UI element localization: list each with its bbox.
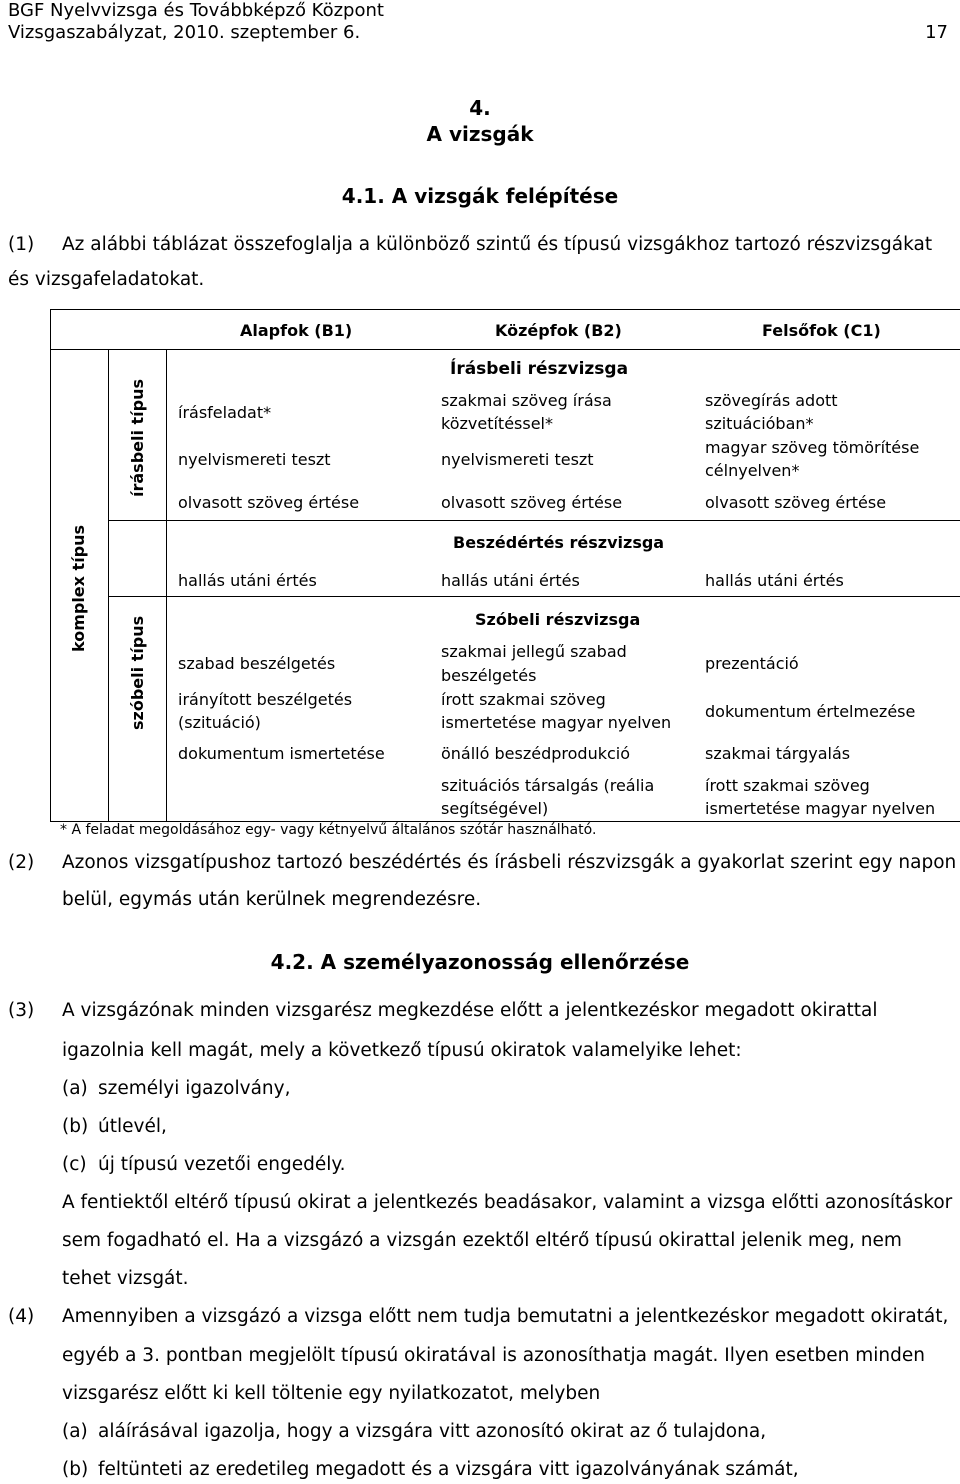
table-footnote: * A feladat megoldásához egy- vagy kétnyelvű általános szótár használható. bbox=[60, 822, 597, 838]
list-item: útlevél, bbox=[98, 1116, 167, 1137]
c1-oral-task-1: prezentáció bbox=[705, 654, 799, 673]
list-item-label: (b) bbox=[62, 1459, 89, 1480]
c1-written-task-3: olvasott szöveg értése bbox=[705, 493, 887, 512]
list-item: aláírásával igazolja, hogy a vizsgára vitt azonosító okirat az ő tulajdona, bbox=[98, 1421, 767, 1442]
table-border bbox=[108, 520, 960, 521]
list-item-label: (a) bbox=[62, 1078, 88, 1099]
header-org: BGF Nyelvvizsga és Továbbképző Központ bbox=[8, 0, 384, 21]
table-border bbox=[108, 596, 960, 597]
para1-line1: Az alábbi táblázat összefoglalja a különböző szintű és típusú vizsgákhoz tartozó részvizsgákat bbox=[62, 234, 933, 255]
complex-type-label: komplex típus bbox=[69, 524, 88, 652]
b2-oral-task-1b: beszélgetés bbox=[441, 666, 537, 685]
list-item: új típusú vezetői engedély. bbox=[98, 1154, 346, 1175]
para-number: (3) bbox=[8, 1000, 35, 1021]
list-item: feltünteti az eredetileg megadott és a vizsgára vitt igazolványának számát, bbox=[98, 1459, 799, 1480]
b1-listening-task: hallás utáni értés bbox=[178, 571, 317, 590]
table-border bbox=[50, 309, 51, 821]
para-number: (2) bbox=[8, 852, 35, 873]
listening-exam-title: Beszédértés részvizsga bbox=[453, 533, 665, 552]
level-b1-header: Alapfok (B1) bbox=[240, 321, 353, 340]
para4-line1: Amennyiben a vizsgázó a vizsga előtt nem tudja bemutatni a jelentkezéskor megadott okiratát, bbox=[62, 1306, 949, 1327]
b2-listening-task: hallás utáni értés bbox=[441, 571, 580, 590]
b2-oral-task-3: önálló beszédprodukció bbox=[441, 744, 630, 763]
para4-line2: egyéb a 3. pontban megjelölt típusú okiratával is azonosíthatja magát. Ilyen esetben minden bbox=[62, 1345, 925, 1366]
c1-oral-task-3: szakmai tárgyalás bbox=[705, 744, 851, 763]
list-item: személyi igazolvány, bbox=[98, 1078, 291, 1099]
table-border bbox=[166, 349, 167, 821]
b2-oral-task-2a: írott szakmai szöveg bbox=[441, 690, 606, 709]
b2-oral-task-1a: szakmai jellegű szabad bbox=[441, 642, 627, 661]
b2-written-task-1b: közvetítéssel* bbox=[441, 414, 553, 433]
para2-line1: Azonos vizsgatípushoz tartozó beszédértés és írásbeli részvizsgák a gyakorlat szerint egy napon bbox=[62, 852, 957, 873]
c1-written-task-1a: szövegírás adott bbox=[705, 391, 838, 410]
oral-exam-title: Szóbeli részvizsga bbox=[475, 610, 641, 629]
list-item-label: (a) bbox=[62, 1421, 88, 1442]
para4-line3: vizsgarész előtt ki kell töltenie egy nyilatkozatot, melyben bbox=[62, 1383, 601, 1404]
level-c1-header: Felsőfok (C1) bbox=[762, 321, 881, 340]
para2-line2: belül, egymás után kerülnek megrendezésre. bbox=[62, 889, 482, 910]
chapter-title: A vizsgák bbox=[426, 122, 534, 146]
b1-oral-task-2b: (szituáció) bbox=[178, 713, 261, 732]
table-border bbox=[50, 349, 960, 350]
c1-oral-task-4b: ismertetése magyar nyelven bbox=[705, 799, 936, 818]
b2-written-task-3: olvasott szöveg értése bbox=[441, 493, 623, 512]
written-exam-title: Írásbeli részvizsga bbox=[450, 359, 629, 379]
table-border bbox=[108, 349, 109, 821]
para-number: (4) bbox=[8, 1306, 35, 1327]
header-doc: Vizsgaszabályzat, 2010. szeptember 6. bbox=[8, 22, 361, 43]
b2-oral-task-4a: szituációs társalgás (reália bbox=[441, 776, 655, 795]
b2-oral-task-4b: segítségével) bbox=[441, 799, 549, 818]
b1-written-task-1: írásfeladat* bbox=[178, 403, 272, 422]
b1-oral-task-2a: irányított beszélgetés bbox=[178, 690, 353, 709]
b2-oral-task-2b: ismertetése magyar nyelven bbox=[441, 713, 672, 732]
para1-line2: és vizsgafeladatokat. bbox=[8, 269, 205, 290]
b1-written-task-3: olvasott szöveg értése bbox=[178, 493, 360, 512]
c1-listening-task: hallás utáni értés bbox=[705, 571, 844, 590]
para3-line3: A fentiektől eltérő típusú okirat a jelentkezés beadásakor, valamint a vizsga előtti azonosításkor bbox=[62, 1192, 953, 1213]
c1-oral-task-4a: írott szakmai szöveg bbox=[705, 776, 870, 795]
para3-line4: sem fogadható el. Ha a vizsgázó a vizsgán ezektől eltérő típusú okirattal jelenik meg, nem bbox=[62, 1230, 902, 1251]
list-item-label: (b) bbox=[62, 1116, 89, 1137]
b1-written-task-2: nyelvismereti teszt bbox=[178, 450, 331, 469]
level-b2-header: Középfok (B2) bbox=[495, 321, 622, 340]
section-title-4-2: 4.2. A személyazonosság ellenőrzése bbox=[270, 950, 690, 974]
para-number: (1) bbox=[8, 234, 35, 255]
para3-line1: A vizsgázónak minden vizsgarész megkezdése előtt a jelentkezéskor megadott okirattal bbox=[62, 1000, 878, 1021]
page-number: 17 bbox=[925, 22, 948, 43]
c1-written-task-1b: szituációban* bbox=[705, 414, 814, 433]
b1-oral-task-3: dokumentum ismertetése bbox=[178, 744, 385, 763]
b1-oral-task-1: szabad beszélgetés bbox=[178, 654, 336, 673]
b2-written-task-1a: szakmai szöveg írása bbox=[441, 391, 612, 410]
c1-written-task-2b: célnyelven* bbox=[705, 461, 800, 480]
para3-line2: igazolnia kell magát, mely a következő típusú okiratok valamelyike lehet: bbox=[62, 1040, 742, 1061]
c1-oral-task-2: dokumentum értelmezése bbox=[705, 702, 916, 721]
written-type-label: írásbeli típus bbox=[128, 378, 147, 497]
chapter-number: 4. bbox=[469, 96, 491, 120]
section-title-4-1: 4.1. A vizsgák felépítése bbox=[341, 184, 619, 208]
c1-written-task-2a: magyar szöveg tömörítése bbox=[705, 438, 920, 457]
oral-type-label: szóbeli típus bbox=[128, 615, 147, 730]
b2-written-task-2: nyelvismereti teszt bbox=[441, 450, 594, 469]
table-border bbox=[50, 309, 960, 310]
list-item-label: (c) bbox=[62, 1154, 87, 1175]
para3-line5: tehet vizsgát. bbox=[62, 1268, 189, 1289]
